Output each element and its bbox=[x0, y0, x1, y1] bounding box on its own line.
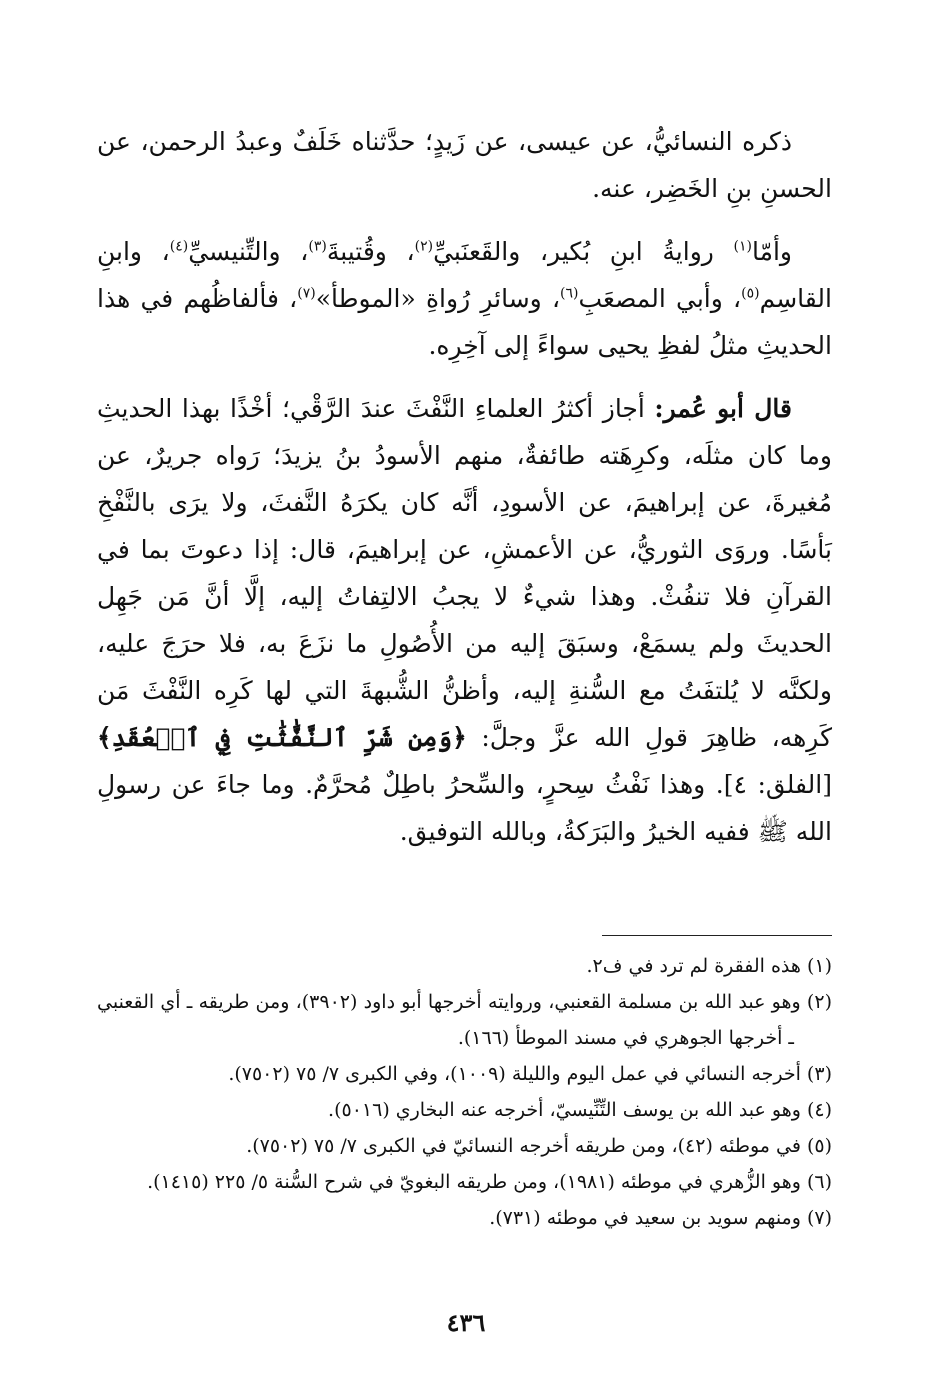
footnote-ref-1: (١) bbox=[733, 238, 752, 255]
p2-text: ، وابنِ القاسِم bbox=[97, 237, 832, 313]
page-number: ٤٣٦ bbox=[446, 1308, 486, 1337]
footnote-ref-4: (٤) bbox=[169, 238, 189, 255]
footnote-ref-3: (٣) bbox=[308, 238, 327, 255]
p2-text: روايةُ ابنِ بُكير، والقَعنَبيِّ bbox=[433, 237, 734, 266]
footnote-ref-5: (٥) bbox=[741, 285, 760, 302]
paragraph-2 bbox=[97, 228, 832, 369]
p2-text: ، وأبي المصعَبِ bbox=[578, 284, 742, 313]
footnote-ref-6: (٦) bbox=[560, 285, 579, 302]
paragraph-1: ذكره النسائيُّ، عن عيسى، عن زَيدٍ؛ حدَّثناه خَلَفٌ وعبدُ الرحمن، عن الحسنِ بنِ الخَضِر، عنه. bbox=[97, 127, 832, 203]
footnote-5: (٥) في موطئه (٤٢)، ومن طريقه أخرجه النسائيّ في الكبرى ٧/ ٧٥ (٧٥٠٢). bbox=[246, 1135, 832, 1157]
footnotes bbox=[97, 948, 832, 1236]
footnote-ref-2: (٢) bbox=[414, 238, 434, 255]
footnote-3: (٣) أخرجه النسائي في عمل اليوم والليلة (١٠٠٩)، وفي الكبرى ٧/ ٧٥ (٧٥٠٢). bbox=[228, 1063, 832, 1085]
footnote-4: (٤) وهو عبد الله بن يوسف التِّنِّيسيّ، أخرجه عنه البخاري (٥٠١٦). bbox=[328, 1099, 832, 1121]
p2-text: ، فألفاظُهم في هذا الحديثِ مثلُ لفظِ يحيى سواءً إلى آخِرِه. bbox=[97, 284, 832, 360]
p2-text: وأمّا bbox=[751, 237, 792, 266]
footnote-divider bbox=[602, 935, 832, 936]
paragraph-3 bbox=[97, 385, 832, 855]
quran-verse: ﴿وَمِن شَرِّ ٱلنَّفَّٰثَٰتِ فِي ٱلۡعُقَدِ﴾ bbox=[97, 723, 467, 752]
footnote-7: (٧) ومنهم سويد بن سعيد في موطئه (٧٣١). bbox=[489, 1207, 832, 1229]
footnote-6: (٦) وهو الزُّهري في موطئه (١٩٨١)، ومن طريقه البغويّ في شرح السُّنة ٥/ ٢٢٥ (١٤١٥). bbox=[147, 1171, 832, 1193]
footnote-ref-7: (٧) bbox=[297, 285, 316, 302]
footnote-1: (١) هذه الفقرة لم ترد في ف٢. bbox=[586, 955, 832, 977]
p2-text: ، وقُتيبةَ bbox=[326, 237, 415, 266]
p3-text: [الفلق: ٤]. وهذا نَفْثُ سِحرٍ، والسِّحرُ باطِلٌ مُحرَّمٌ. وما جاءَ عن رسولِ الله ﷺ ففيه الخيرُ والبَرَكةُ، وبالله التوفيق. bbox=[97, 770, 832, 846]
main-text bbox=[97, 118, 832, 871]
p2-text: ، وسائرِ رُواةِ «الموطأ» bbox=[315, 284, 561, 313]
p2-text: ، والتِّنيسيِّ bbox=[188, 237, 309, 266]
p3-text: أجاز أكثرُ العلماءِ النَّفْثَ عندَ الرَّقْي؛ أخْذًا بهذا الحديثِ وما كان مثلَه، وكرِهَته طائفةٌ، منهم الأسودُ بنُ يزيدَ؛ رَواه جريرٌ، عن مُغيرةَ، عن إبراهيمَ، عن الأسودِ، أنَّه كان يكرَهُ النَّفثَ، ولا يرَى بالنَّفْخِ بَأسًا. وروَى الثوريُّ، عن الأعمشِ، عن إبراهيمَ، قال: إذا دعوتَ بما في القرآنِ فلا تنفُثْ. وهذا شيءٌ لا يجبُ الالتِفاتُ إليه، إلَّا أنَّ مَن جَهِل الحديثَ ولم يسمَعْ، وسبَقَ إليه من الأُصُولِ ما نزَعَ به، فلا حرَجَ عليه، ولكنَّه لا يُلتفَتُ مع السُّنةِ إليه، وأظنُّ الشُّبهةَ التي لها كَرِه النَّفْثَ مَن كَرِهه، ظاهِرَ قولِ الله عزَّ وجلَّ: bbox=[97, 394, 833, 752]
speaker-lead: قال أبو عُمر: bbox=[654, 394, 792, 423]
footnote-2: (٢) وهو عبد الله بن مسلمة القعنبي، وروايته أخرجها أبو داود (٣٩٠٢)، ومن طريقه ـ أي القعنبي ـ أخرجها الجوهري في مسند الموطأ (١٦٦). bbox=[97, 991, 832, 1049]
